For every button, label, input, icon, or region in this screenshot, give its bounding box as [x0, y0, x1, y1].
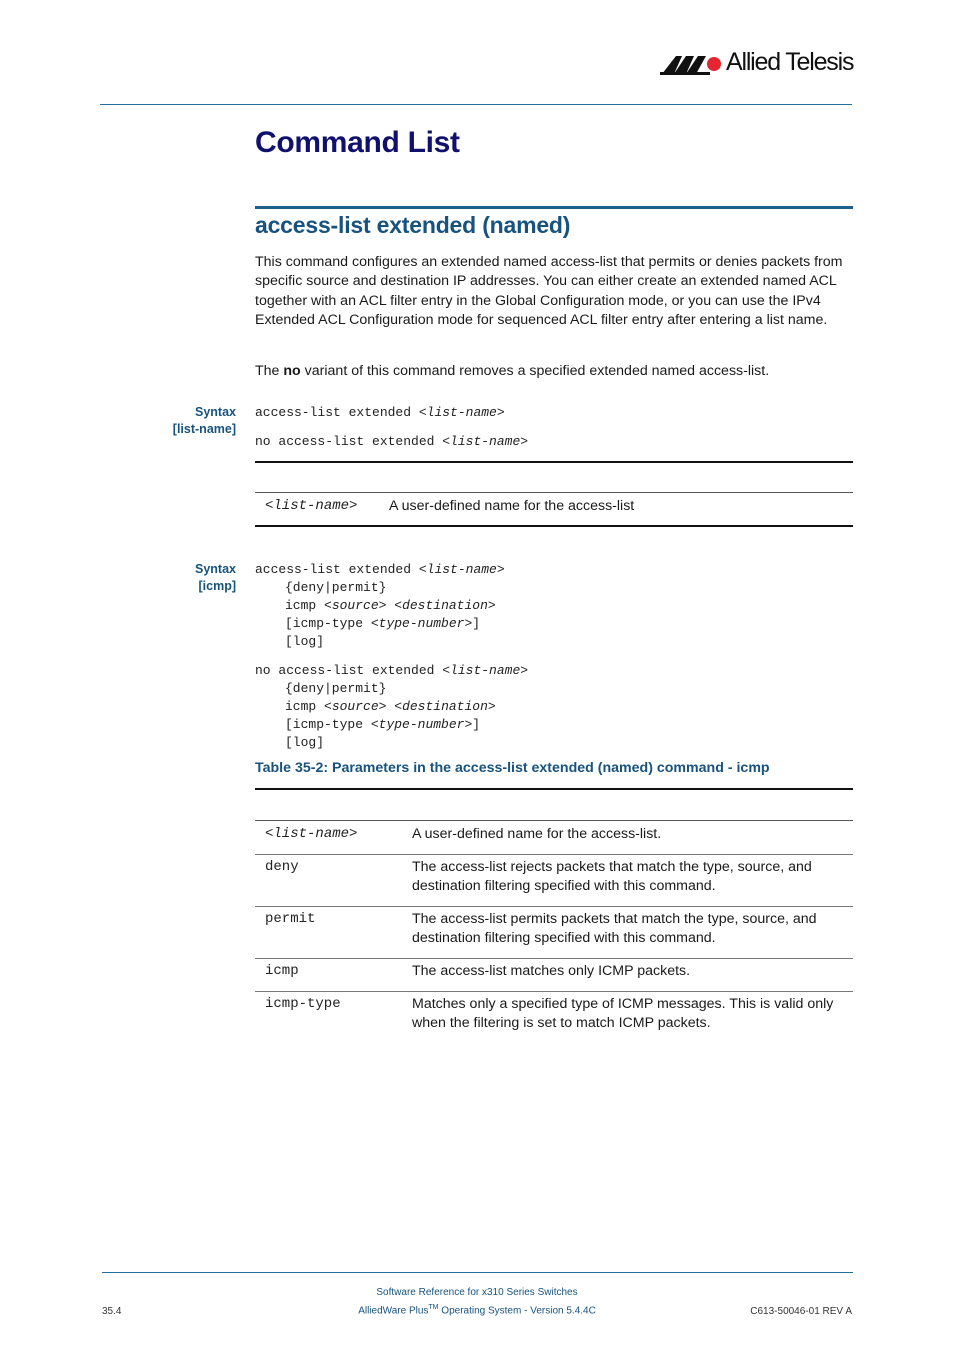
table1-top-rule [255, 461, 853, 463]
code-line: {deny|permit} [285, 580, 387, 595]
syntax-icmp-label [195, 561, 236, 595]
trademark-mark: TM [428, 1304, 439, 1311]
row-divider [255, 854, 853, 855]
footer-version: Operating System - Version 5.4.4C [438, 1305, 596, 1317]
code-line [255, 597, 505, 615]
code-param: source [331, 598, 379, 613]
table1-header-rule [255, 492, 853, 493]
code-text: < [394, 699, 403, 714]
code-text: access-list extended [255, 562, 419, 577]
logo-mark-icon [660, 50, 726, 78]
code-text: > [487, 699, 496, 714]
code-param: list-name [426, 562, 497, 577]
syntax-list-name-line2 [255, 433, 528, 451]
table-caption: Table 35-2: Parameters in the access-list extended (named) command - icmp [255, 760, 770, 776]
code-text: > [349, 826, 358, 842]
code-text: > [496, 562, 505, 577]
code-text: < [394, 598, 403, 613]
footer-rule [102, 1272, 853, 1273]
code-param: type-number [378, 616, 465, 631]
row-divider [255, 906, 853, 907]
syntax-variant-label: [icmp] [198, 579, 236, 593]
code-line [255, 698, 528, 716]
table2-term: icmp [265, 963, 299, 979]
section-rule [255, 206, 853, 209]
table1-description: A user-defined name for the access-list [389, 498, 635, 514]
code-line: {deny|permit} [285, 681, 387, 696]
code-text: < [324, 598, 332, 613]
code-param: type-number [378, 717, 465, 732]
table2-desc: Matches only a specified type of ICMP messages. This is valid only when the filtering is set to match ICMP packets. [412, 996, 834, 1032]
code-text: < [442, 434, 451, 449]
table2-desc: The access-list rejects packets that match the type, source, and destination filtering specified with this command. [412, 859, 812, 895]
code-param: source [331, 699, 379, 714]
header-rule [100, 104, 852, 105]
row-divider [255, 958, 853, 959]
code-text: > [378, 699, 387, 714]
code-text: > [349, 498, 358, 514]
table2-desc: The access-list matches only ICMP packets. [412, 963, 691, 979]
code-line [255, 716, 528, 734]
footer-title: Software Reference for x310 Series Switches [376, 1287, 578, 1298]
table2-term-list-name [265, 826, 357, 842]
no-variant-prefix: The [255, 363, 284, 379]
code-text: no access-list extended [255, 663, 443, 678]
code-param: destination [402, 699, 488, 714]
code-line: [log] [285, 735, 325, 750]
code-text: < [265, 498, 274, 514]
code-param: list-name [450, 434, 521, 449]
table2-term: icmp-type [265, 996, 341, 1012]
logo-brand-text: Allied Telesis [726, 48, 854, 76]
code-text: [icmp-type [285, 616, 371, 631]
code-text: < [370, 616, 379, 631]
section-title: access-list extended (named) [255, 212, 571, 238]
code-text: [icmp-type [285, 717, 371, 732]
page-title: Command List [255, 126, 460, 159]
table2-term: permit [265, 911, 316, 927]
code-param: list-name [273, 826, 350, 842]
code-param: destination [402, 598, 488, 613]
code-text: > [464, 616, 473, 631]
syntax-list-name-label [173, 404, 236, 438]
code-text: < [418, 562, 427, 577]
code-text: ] [472, 616, 481, 631]
allied-telesis-logo [660, 50, 856, 80]
code-text: icmp [285, 699, 325, 714]
code-text: < [324, 699, 332, 714]
intro-paragraph: This command configures an extended named access-list that permits or denies packets from specific source and destination IP addresses. You can either create an extended named ACL together with an ACL filter entry in the Global Configuration mode, or you can use the IPv4 Extended ACL Configuration mode for sequenced ACL filter entry after entering a list name. [255, 254, 843, 329]
table1-term [265, 498, 357, 514]
code-text: > [496, 405, 505, 420]
syntax-icmp-block1 [255, 561, 505, 651]
table2-desc: A user-defined name for the access-list. [412, 826, 662, 842]
code-text: > [520, 663, 529, 678]
code-param: list-name [450, 663, 521, 678]
syntax-label: Syntax [195, 562, 236, 576]
syntax-icmp-block2 [255, 662, 528, 752]
code-text: no access-list extended [255, 434, 443, 449]
code-line [255, 615, 505, 633]
code-text: ] [472, 717, 481, 732]
code-text: < [265, 826, 274, 842]
code-text: > [464, 717, 473, 732]
row-divider [255, 991, 853, 992]
code-text: < [418, 405, 427, 420]
table2-desc: The access-list permits packets that match the type, source, and destination filtering specified with this command. [412, 911, 817, 947]
code-text: > [378, 598, 387, 613]
syntax-label: Syntax [195, 405, 236, 419]
table1-bottom-rule [255, 525, 853, 527]
syntax-list-name-line1 [255, 404, 505, 422]
footer-product: AlliedWare Plus [358, 1305, 429, 1317]
code-text: < [370, 717, 379, 732]
table2-term: deny [265, 859, 299, 875]
code-text: < [442, 663, 451, 678]
code-line: [log] [285, 634, 325, 649]
code-text: > [520, 434, 529, 449]
syntax-variant-label: [list-name] [172, 422, 236, 436]
no-variant-paragraph [255, 362, 855, 381]
code-text: > [487, 598, 496, 613]
no-keyword: no [283, 363, 301, 379]
code-param: list-name [426, 405, 497, 420]
code-param: list-name [273, 498, 350, 514]
table2-top-rule [255, 788, 853, 790]
code-text: icmp [285, 598, 325, 613]
page-number: 35.4 [102, 1306, 122, 1317]
code-text: access-list extended [255, 405, 419, 420]
no-variant-suffix: variant of this command removes a specified extended named access-list. [300, 363, 770, 379]
table2-header-rule [255, 820, 853, 821]
document-id: C613-50046-01 REV A [750, 1306, 852, 1317]
